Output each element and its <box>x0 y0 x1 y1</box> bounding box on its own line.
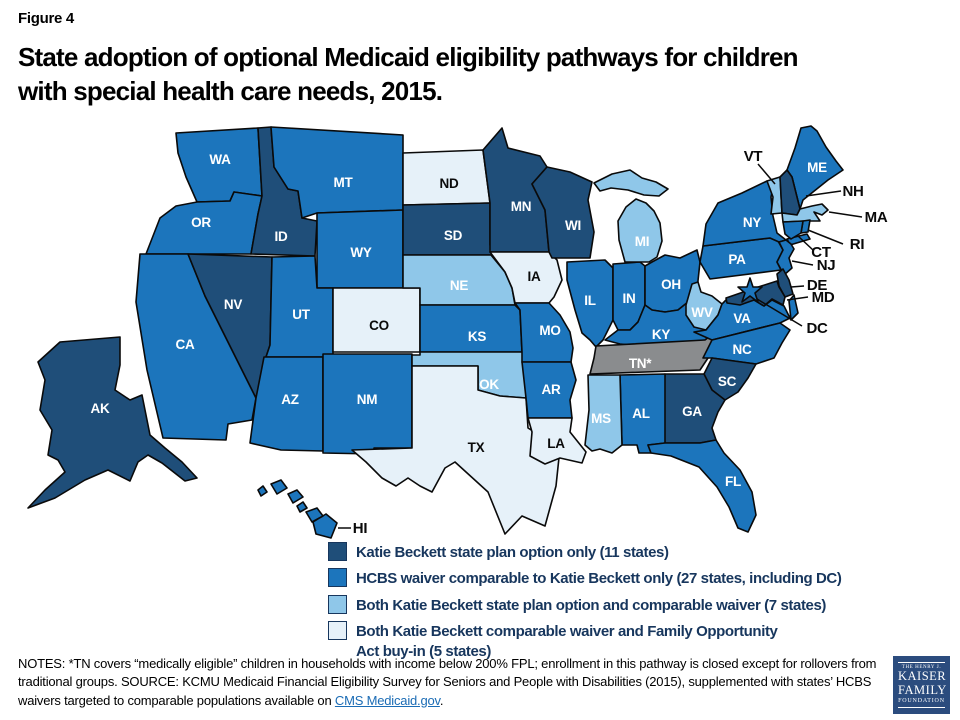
legend-label: HCBS waiver comparable to Katie Beckett only (27 states, including DC) <box>356 570 842 588</box>
state-label-ak: AK <box>90 401 110 416</box>
state-label-mi: MI <box>634 234 650 249</box>
state-label-wv: WV <box>691 305 713 320</box>
state-label-ms: MS <box>591 411 611 426</box>
legend-item-kb-only <box>328 542 841 563</box>
state-label-ut: UT <box>292 307 310 322</box>
state-label-la: LA <box>547 436 565 451</box>
state-label-dc: DC <box>806 320 828 337</box>
legend-item-hcbs-only <box>328 568 841 589</box>
state-label-nc: NC <box>732 342 752 357</box>
state-label-nj: NJ <box>816 257 836 274</box>
state-label-hi: HI <box>352 520 368 537</box>
state-label-fl: FL <box>725 474 741 489</box>
state-label-oh: OH <box>661 277 681 292</box>
logo-line-4: FOUNDATION <box>898 697 945 704</box>
legend-swatch-hcbs-only <box>328 568 347 587</box>
state-label-ky: KY <box>651 327 671 342</box>
state-label-ar: AR <box>541 382 561 397</box>
state-label-ct: CT <box>811 244 831 261</box>
legend-swatch-kb-only <box>328 542 347 561</box>
state-label-nd: ND <box>439 176 459 191</box>
state-label-ma: MA <box>864 209 888 226</box>
state-label-vt: VT <box>743 148 763 165</box>
state-label-tn: TN* <box>628 356 652 371</box>
figure-label: Figure 4 <box>18 10 74 27</box>
state-label-id: ID <box>274 229 288 244</box>
logo-line-3: FAMILY <box>898 682 947 697</box>
title-line-2: with special health care needs, 2015. <box>18 76 443 107</box>
state-label-ia: IA <box>527 269 541 284</box>
state-mi <box>594 170 668 262</box>
state-label-ne: NE <box>449 278 469 293</box>
state-label-va: VA <box>733 311 751 326</box>
kff-logo <box>893 656 950 714</box>
title-line-1: State adoption of optional Medicaid eligibility pathways for children <box>18 42 798 72</box>
state-label-ks: KS <box>467 329 487 344</box>
state-label-in: IN <box>622 291 636 306</box>
leader-line-nj <box>792 261 813 265</box>
legend-swatch-waiver-foa <box>328 621 347 640</box>
leader-line-ma <box>829 212 862 217</box>
state-label-az: AZ <box>281 392 299 407</box>
legend <box>328 542 841 667</box>
legend-item-both-kb-waiver <box>328 595 841 616</box>
state-label-al: AL <box>632 406 650 421</box>
state-label-sc: SC <box>717 374 737 389</box>
state-label-pa: PA <box>728 252 746 267</box>
state-label-mn: MN <box>510 199 532 214</box>
leader-line-ri <box>808 230 843 244</box>
state-hi <box>258 480 337 538</box>
state-label-ny: NY <box>742 215 762 230</box>
legend-label: Both Katie Beckett comparable waiver and Family Opportunity Act buy-in (5 states) <box>356 622 778 660</box>
legend-swatch-both-kb-waiver <box>328 595 347 614</box>
state-label-sd: SD <box>443 228 463 243</box>
state-label-nh: NH <box>842 183 864 200</box>
logo-line-2: KAISER <box>898 669 947 684</box>
state-label-tx: TX <box>467 440 485 455</box>
cms-medicaid-link[interactable]: CMS Medicaid.gov <box>334 692 440 708</box>
state-label-wy: WY <box>350 245 372 260</box>
state-label-wa: WA <box>209 152 231 167</box>
state-label-co: CO <box>369 318 389 333</box>
state-label-nm: NM <box>356 392 378 407</box>
state-label-ok: OK <box>479 377 499 392</box>
state-label-de: DE <box>806 277 828 294</box>
state-label-me: ME <box>807 160 827 175</box>
state-label-ca: CA <box>175 337 195 352</box>
state-label-nv: NV <box>223 297 243 312</box>
state-label-mo: MO <box>539 323 561 338</box>
state-label-md: MD <box>811 289 835 306</box>
legend-label: Both Katie Beckett state plan option and comparable waiver (7 states) <box>356 596 827 614</box>
legend-label: Katie Beckett state plan option only (11 states) <box>356 544 669 561</box>
state-label-mt: MT <box>333 175 353 190</box>
state-label-ri: RI <box>849 236 865 253</box>
state-label-wi: WI <box>565 218 581 233</box>
leader-line-de <box>791 286 804 287</box>
logo-line-1: THE HENRY J. <box>901 665 942 671</box>
state-label-il: IL <box>584 293 596 308</box>
notes-text: NOTES: *TN covers “medically eligible” children in households with income below 200% FPL; enrollment in this pathway is closed except for rollovers from traditional groups. SOURCE: KCMU Medicaid Financial Eligibility Survey for Seniors and People with Disabilities (2015), supplemented with states’ HCBS waivers targeted to comparable populations available on CMS Medicaid.gov. <box>18 656 877 708</box>
state-label-ga: GA <box>682 404 702 419</box>
state-label-or: OR <box>191 215 211 230</box>
